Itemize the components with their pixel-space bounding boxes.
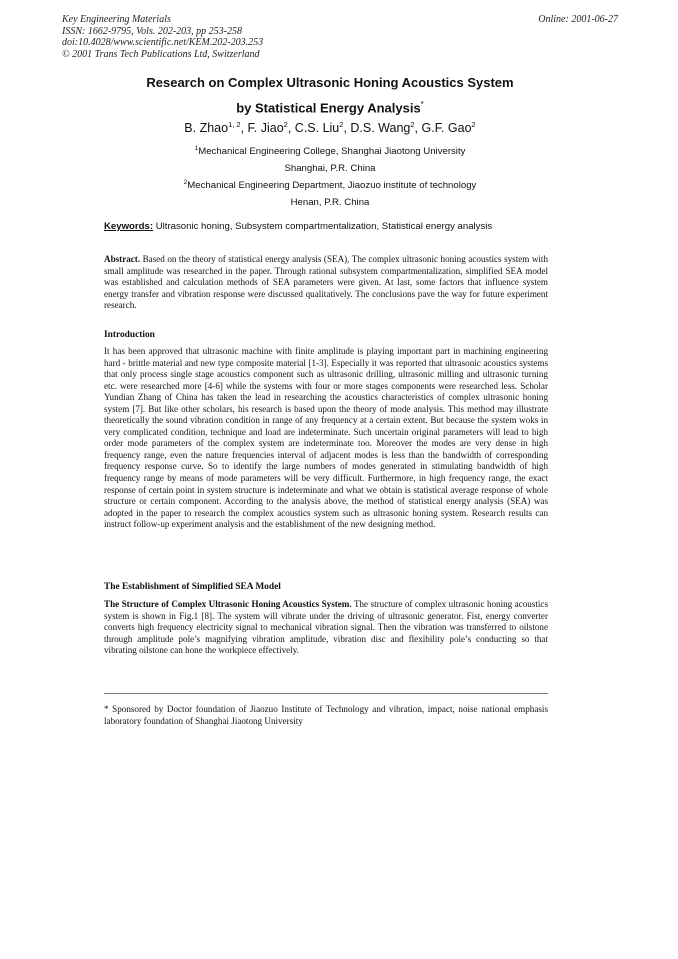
title-footnote-mark: * (420, 100, 424, 109)
subsection-heading: The Structure of Complex Ultrasonic Honing Acoustics System. (104, 599, 352, 609)
affiliation-number: 2 (183, 179, 188, 186)
author-name: G.F. Gao (421, 121, 472, 136)
author-affiliation-mark: 2 (410, 120, 415, 129)
author-name: D.S. Wang (350, 121, 411, 136)
footnote-divider (104, 693, 548, 694)
keywords-text: Ultrasonic honing, Subsystem compartmentalization, Statistical energy analysis (155, 221, 493, 232)
affiliation-2 (80, 174, 580, 211)
author-affiliation-mark: 2 (471, 120, 476, 129)
affiliation-text: Mechanical Engineering Department, Jiaozuo institute of technology (187, 180, 477, 192)
affiliation-2-line-1 (80, 174, 580, 194)
section-heading: The Establishment of Simplified SEA Model (104, 582, 281, 592)
footnote-text: Sponsored by Doctor foundation of Jiaozuo Institute of Technology and vibration, impact, noise national emphasis laboratory foundation of Shanghai Jiaotong University (104, 704, 548, 726)
keywords (104, 221, 584, 232)
author-affiliation-mark: 2 (283, 120, 288, 129)
subsection-text: The structure of complex ultrasonic honing acoustics system is shown in Fig.1 [8]. The system will vibrate under the driving of ultrasonic generator. Fist, energy converter converts high frequency electricity signal to mechanical vibration signal. Then the vibration was transferred to oilstone through amplitude pole’s magnifying vibration amplitude, vibration disc and flexibility pole’s conducting so that vibrating oilstone can hone the workpiece effectively. (104, 599, 548, 656)
affiliation-1 (80, 140, 580, 177)
introduction-text: It has been approved that ultrasonic machine with finite amplitude is playing important part in machining engineering hard - brittle material and new type composite material [1-3]. Especially it was reported that ultrasonic acoustics systems that only process single stage acoustics component such as ultrasonic drilling, ultrasonic milling and ultrasonic turning etc. were researched more [4-6] while the systems with four or more stages components were researched less. Scholar Yundian Zhang of China has taken the lead in researching the acoustics characteristics of complex ultrasonic honing system [7]. But like other scholars, his research is based upon the theory of mode analysis. This method may illustrate theoretically the sound vibration condition in range of any frequency at a certain extent. But because the system woks in very complicated condition, technique and load are indeterminate. Such uncertain original parameters will lead to high order mode parameters of the complex system are indeterminate too. Moreover the modes are very dense in high frequency range, even the nature frequencies interval of adjacent modes is less than the bandwidth of corresponding frequency response curve. So to identify the large numbers of modes generated in stimulating bandwidth of high frequency range by means of mode parameters will be very difficult. Furthermore, in high frequency range, the exact response of certain point in system structure is indeterminate and what we obtain is statistical average response of whole structure or certain component. According to the analysis above, the method of statistical energy analysis (SEA) was adopted in the paper to research the complex acoustics system such as ultrasonic honing system. Research results can instruct follow-up experiment analysis and the establishment of the new designing method. (104, 346, 548, 530)
abstract-text: Based on the theory of statistical energy analysis (SEA), The complex ultrasonic honing acoustics system with small amplitude was researched in the paper. Through rational subsystem compartmentalization, simplified SEA model was established and calculation methods of SEA parameters were given. At last, some factors that influence system energy transfer and vibration response were discussed qualitatively. The conclusions pave the way for future experiment research. (104, 254, 548, 311)
affiliation-2-line-2: Henan, P.R. China (290, 197, 370, 209)
author-affiliation-mark: 2 (339, 120, 344, 129)
title-line-2-text: by Statistical Energy Analysis (236, 100, 421, 116)
journal-name: Key Engineering Materials (62, 14, 171, 25)
affiliation-1-line-1 (80, 140, 580, 160)
affiliation-text: Mechanical Engineering College, Shanghai Jiaotong University (198, 146, 466, 158)
keywords-label: Keywords: (104, 221, 154, 232)
author-name: B. Zhao (184, 121, 229, 136)
copyright-line: © 2001 Trans Tech Publications Ltd, Switzerland (62, 48, 260, 60)
online-date: Online: 2001-06-27 (538, 14, 618, 25)
author-name: F. Jiao (247, 121, 284, 136)
publication-header (62, 14, 618, 60)
author-name: C.S. Liu (294, 121, 340, 136)
abstract-label: Abstract. (104, 254, 141, 264)
footnote (104, 703, 548, 727)
paper-title (80, 72, 580, 119)
abstract (104, 254, 548, 312)
title-line-1: Research on Complex Ultrasonic Honing Acoustics System (146, 75, 514, 90)
author-list: B. Zhao$^{1, 2}$, F. Jiao$^2$, C.S. Liu$^2$, D.S. Wang$^2$, G.F. Gao$^2$ (184, 120, 476, 136)
doi-line: doi:10.4028/www.scientific.net/KEM.202-203.253 (62, 37, 264, 49)
footnote-mark: * (104, 704, 109, 714)
title-line-2 (80, 94, 580, 119)
introduction-heading: Introduction (104, 330, 155, 340)
section-body (104, 599, 548, 657)
author-affiliation-mark: 1, 2 (228, 120, 241, 129)
affiliation-number: 1 (194, 145, 199, 152)
issn-line: ISSN: 1662-9795, Vols. 202-203, pp 253-258 (62, 25, 242, 37)
affiliation-1-line-2: Shanghai, P.R. China (284, 163, 376, 175)
